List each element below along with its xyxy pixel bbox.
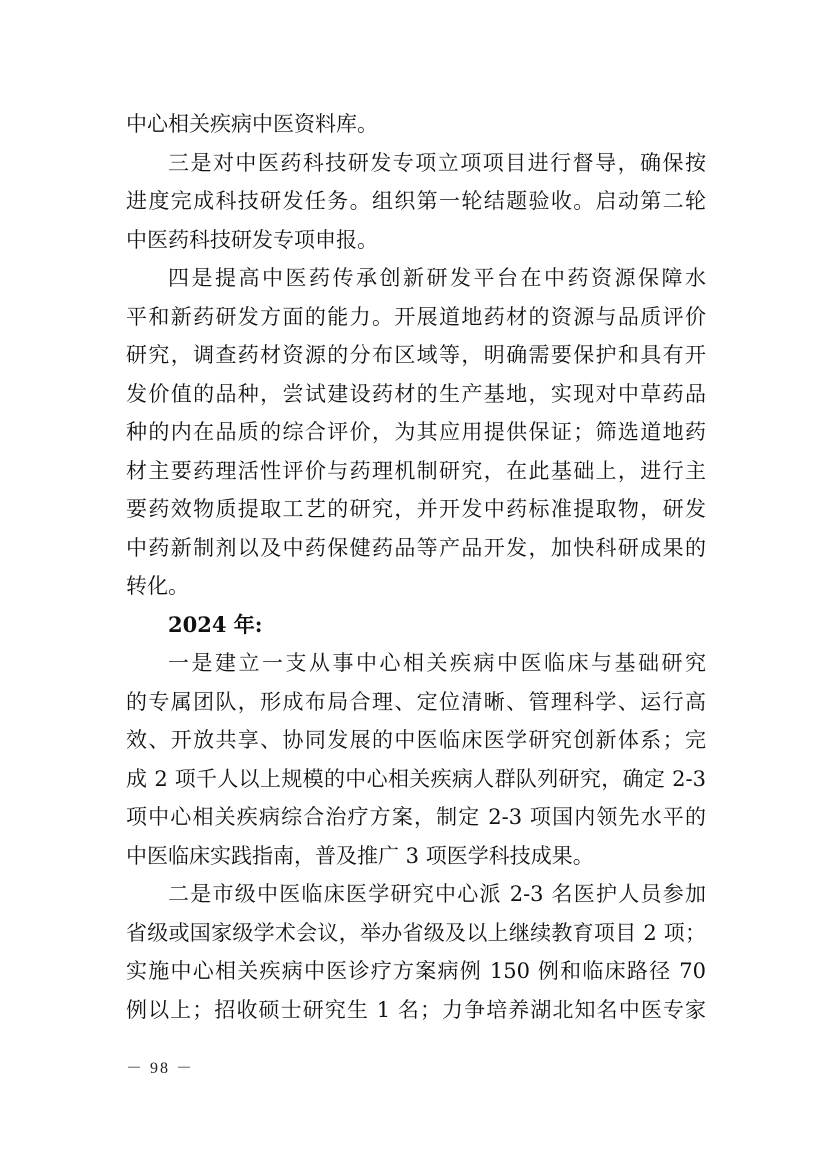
text-line: 种的内在品质的综合评价，为其应用提供保证；筛选道地药	[126, 420, 706, 444]
text-line: 中医临床实践指南，普及推广 3 项医学科技成果。	[126, 843, 594, 868]
text-line: 二是市级中医临床医学研究中心派 2-3 名医护人员参加	[168, 882, 706, 906]
section-heading: 2024 年:	[168, 611, 263, 637]
body-text	[126, 105, 706, 1029]
text-line: 中医药科技研发专项申报。	[126, 227, 378, 252]
text-line: 要药效物质提取工艺的研究，并开发中药标准提取物，研发	[126, 497, 706, 521]
page-number: － 98 －	[126, 1060, 195, 1077]
text-line: 进度完成科技研发任务。组织第一轮结题验收。启动第二轮	[126, 189, 706, 213]
text-line: 发价值的品种，尝试建设药材的生产基地，实现对中草药品	[126, 381, 706, 406]
text-line: 转化。	[126, 574, 189, 598]
text-line: 例以上；招收硕士研究生 1 名；力争培养湖北知名中医专家	[126, 997, 706, 1022]
text-line: 四是提高中医药传承创新研发平台在中药资源保障水	[168, 266, 706, 290]
text-line: 的专属团队，形成布局合理、定位清晰、管理科学、运行高	[126, 689, 706, 714]
text-line: 研究，调查药材资源的分布区域等，明确需要保护和具有开	[126, 343, 706, 367]
text-line: 省级或国家级学术会议，举办省级及以上继续教育项目 2 项；	[126, 920, 706, 945]
text-line: 成 2 项千人以上规模的中心相关疾病人群队列研究，确定 2-3	[126, 766, 706, 791]
text-line: 三是对中医药科技研发专项立项项目进行督导，确保按	[168, 150, 706, 175]
text-line: 项中心相关疾病综合治疗方案，制定 2-3 项国内领先水平的	[126, 805, 706, 829]
text-line: 一是建立一支从事中心相关疾病中医临床与基础研究	[168, 651, 706, 675]
text-line: 实施中心相关疾病中医诊疗方案病例 150 例和临床路径 70	[126, 959, 706, 983]
text-line: 平和新药研发方面的能力。开展道地药材的资源与品质评价	[126, 304, 706, 329]
text-line: 材主要药理活性评价与药理机制研究，在此基础上，进行主	[126, 458, 706, 483]
text-line: 中心相关疾病中医资料库。	[126, 112, 378, 136]
text-line: 效、开放共享、协同发展的中医临床医学研究创新体系；完	[126, 728, 706, 752]
text-line: 中药新制剂以及中药保健药品等产品开发，加快科研成果的	[126, 535, 706, 560]
